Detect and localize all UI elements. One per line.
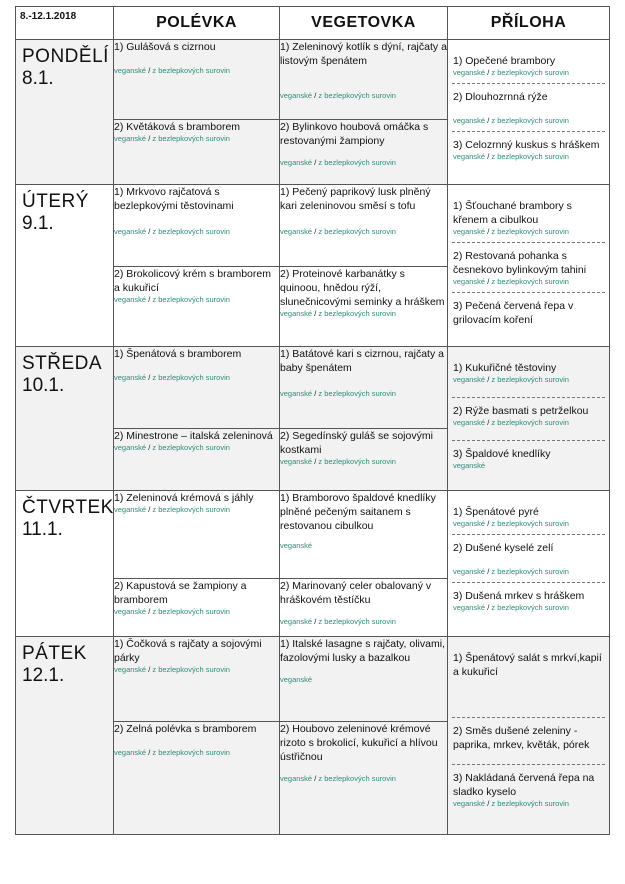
diet-tag: veganské / z bezlepkových surovin [114, 505, 230, 514]
day-name: STŘEDA [22, 353, 103, 374]
vegetarian-cell [280, 429, 448, 491]
side-dish-item: 3) Špaldové knedlíky [453, 448, 551, 460]
diet-tag: veganské / z bezlepkových surovin [114, 295, 230, 304]
column-header-soup: POLÉVKA [114, 7, 280, 40]
vegetarian-cell [280, 347, 448, 429]
diet-tag: veganské / z bezlepkových surovin [453, 418, 569, 427]
diet-tag: veganské / z bezlepkových surovin [114, 665, 230, 674]
diet-tag: veganské / z bezlepkových surovin [453, 603, 569, 612]
dish-name: 1) Špenátová s bramborem [114, 348, 242, 360]
side-dish-item: 3) Celozrnný kuskus s hráškem [453, 139, 600, 151]
side-dish-item: 1) Špenátový salát s mrkví,kapií a kukuřicí [453, 652, 602, 678]
soup-cell [114, 429, 280, 491]
side-dish-cell [448, 637, 610, 835]
separator [452, 292, 605, 293]
dish-name: 2) Brokolicový krém s bramborem a kukuřicí [114, 268, 271, 294]
diet-tag: veganské / z bezlepkových surovin [280, 227, 396, 236]
soup-cell [114, 637, 280, 722]
separator [452, 83, 605, 84]
diet-tag: veganské / z bezlepkových surovin [114, 607, 230, 616]
diet-tag: veganské / z bezlepkových surovin [453, 116, 569, 125]
vegetarian-cell [280, 40, 448, 120]
dish-name: 1) Zeleninová krémová s jáhly [114, 492, 254, 504]
soup-cell [114, 579, 280, 637]
day-cell-friday [16, 637, 114, 835]
day-cell-thursday [16, 491, 114, 637]
dish-name: 2) Segedínský guláš se sojovými kostkami [280, 430, 433, 456]
diet-tag: veganské / z bezlepkových surovin [453, 567, 569, 576]
side-dish-cell [448, 185, 610, 347]
dish-name: 1) Mrkvovo rajčatová s bezlepkovými těstovinami [114, 186, 234, 212]
diet-tag: veganské / z bezlepkových surovin [453, 519, 569, 528]
dish-name: 2) Marinovaný celer obalovaný v hráškovém těstíčku [280, 580, 432, 606]
separator [452, 582, 605, 583]
soup-cell [114, 722, 280, 835]
soup-cell [114, 185, 280, 267]
soup-cell [114, 267, 280, 347]
diet-tag: veganské / z bezlepkových surovin [114, 748, 230, 757]
separator [452, 131, 605, 132]
day-date: 8.1. [22, 68, 54, 89]
dish-name: 2) Kapustová se žampiony a bramborem [114, 580, 247, 606]
dish-name: 2) Bylinkovo houbová omáčka s restovanými žampiony [280, 121, 429, 147]
side-dish-cell [448, 347, 610, 491]
day-name: PÁTEK [22, 643, 87, 664]
side-dish-item: 3) Nakládaná červená řepa na sladko kyselo [453, 772, 595, 798]
separator [452, 397, 605, 398]
table-row [16, 491, 610, 579]
diet-tag: veganské / z bezlepkových surovin [114, 66, 230, 75]
dish-name: 2) Zelná polévka s bramborem [114, 723, 257, 735]
diet-tag-vegan: veganské [280, 541, 313, 550]
side-dish-item: 2) Dušené kyselé zelí [453, 542, 554, 554]
diet-tag: veganské / z bezlepkových surovin [280, 91, 396, 100]
diet-tag-vegan: veganské [280, 675, 313, 684]
day-cell-tuesday [16, 185, 114, 347]
side-dish-item: 1) Opečené brambory [453, 55, 556, 67]
dish-name: 1) Batátové kari s cizrnou, rajčaty a baby špenátem [280, 348, 444, 374]
vegetarian-cell [280, 579, 448, 637]
side-dish-item: 3) Dušená mrkev s hráškem [453, 590, 585, 602]
dish-name: 1) Italské lasagne s rajčaty, olivami, fazolovými lusky a bazalkou [280, 638, 445, 664]
diet-tag: veganské / z bezlepkových surovin [453, 375, 569, 384]
vegetarian-cell [280, 185, 448, 267]
table-row [16, 347, 610, 429]
day-name: ČTVRTEK [22, 497, 114, 518]
side-dish-item: 1) Šťouchané brambory s křenem a cibulkou [453, 200, 572, 226]
date-range: 8.-12.1.2018 [16, 7, 114, 40]
table-row [16, 40, 610, 120]
vegetarian-cell [280, 491, 448, 579]
vegetarian-cell [280, 267, 448, 347]
day-date: 12.1. [22, 665, 65, 686]
table-row [16, 637, 610, 722]
side-dish-item: 2) Směs dušené zeleniny - paprika, mrkev, květák, pórek [453, 725, 590, 751]
side-dish-item: 1) Špenátové pyré [453, 506, 539, 518]
diet-tag: veganské / z bezlepkových surovin [280, 617, 396, 626]
vegetarian-cell [280, 120, 448, 185]
day-name: PONDĚLÍ [22, 46, 109, 67]
diet-tag: veganské / z bezlepkových surovin [453, 799, 569, 808]
day-name: ÚTERÝ [22, 191, 89, 212]
dish-name: 2) Proteinové karbanátky s quinoou, hnědou rýží, slunečnicovými seminky a hráškem [280, 268, 445, 308]
dish-name: 2) Minestrone – italská zeleninová [114, 430, 273, 442]
separator [452, 717, 605, 718]
side-dish-cell [448, 491, 610, 637]
diet-tag: veganské / z bezlepkových surovin [114, 443, 230, 452]
soup-cell [114, 491, 280, 579]
diet-tag: veganské / z bezlepkových surovin [280, 457, 396, 466]
header-row [16, 7, 610, 40]
separator [452, 534, 605, 535]
dish-name: 2) Květáková s bramborem [114, 121, 241, 133]
day-cell-monday [16, 40, 114, 185]
dish-name: 1) Bramborovo špaldové knedlíky plněné pečeným saitanem s restovanou cibulkou [280, 492, 436, 532]
weekly-menu-table [15, 6, 610, 835]
side-dish-item: 2) Dlouhozrnná rýže [453, 91, 548, 103]
diet-tag: veganské / z bezlepkových surovin [114, 134, 230, 143]
side-dish-item: 3) Pečená červená řepa v grilovacím koření [453, 300, 574, 326]
diet-tag-vegan: veganské [453, 461, 486, 470]
side-dish-cell [448, 40, 610, 185]
soup-cell [114, 347, 280, 429]
diet-tag: veganské / z bezlepkových surovin [280, 389, 396, 398]
dish-name: 1) Čočková s rajčaty a sojovými párky [114, 638, 262, 664]
separator [452, 242, 605, 243]
column-header-vegetarian: VEGETOVKA [280, 7, 448, 40]
day-date: 9.1. [22, 213, 54, 234]
diet-tag: veganské / z bezlepkových surovin [280, 309, 396, 318]
diet-tag: veganské / z bezlepkových surovin [453, 227, 569, 236]
column-header-side-dish: PŘÍLOHA [448, 7, 610, 40]
soup-cell [114, 40, 280, 120]
dish-name: 1) Gulášová s cizrnou [114, 41, 216, 53]
dish-name: 1) Pečený paprikový lusk plněný kari zeleninovou směsí s tofu [280, 186, 431, 212]
side-dish-item: 2) Restovaná pohanka s česnekovo bylinkovým tahini [453, 250, 587, 276]
separator [452, 440, 605, 441]
day-date: 10.1. [22, 375, 65, 396]
vegetarian-cell [280, 637, 448, 722]
diet-tag: veganské / z bezlepkových surovin [114, 227, 230, 236]
table-row [16, 185, 610, 267]
diet-tag: veganské / z bezlepkových surovin [280, 774, 396, 783]
diet-tag: veganské / z bezlepkových surovin [114, 373, 230, 382]
day-cell-wednesday [16, 347, 114, 491]
dish-name: 1) Zeleninový kotlík s dýní, rajčaty a listovým špenátem [280, 41, 447, 67]
vegetarian-cell [280, 722, 448, 835]
diet-tag: veganské / z bezlepkových surovin [453, 152, 569, 161]
day-date: 11.1. [22, 519, 63, 540]
side-dish-item: 2) Rýže basmati s petrželkou [453, 405, 589, 417]
soup-cell [114, 120, 280, 185]
dish-name: 2) Houbovo zeleninové krémové rizoto s brokolicí, kukuřicí a hlívou ústřičnou [280, 723, 438, 763]
side-dish-item: 1) Kukuřičné těstoviny [453, 362, 557, 374]
diet-tag: veganské / z bezlepkových surovin [453, 277, 569, 286]
separator [452, 764, 605, 765]
diet-tag: veganské / z bezlepkových surovin [280, 158, 396, 167]
diet-tag: veganské / z bezlepkových surovin [453, 68, 569, 77]
